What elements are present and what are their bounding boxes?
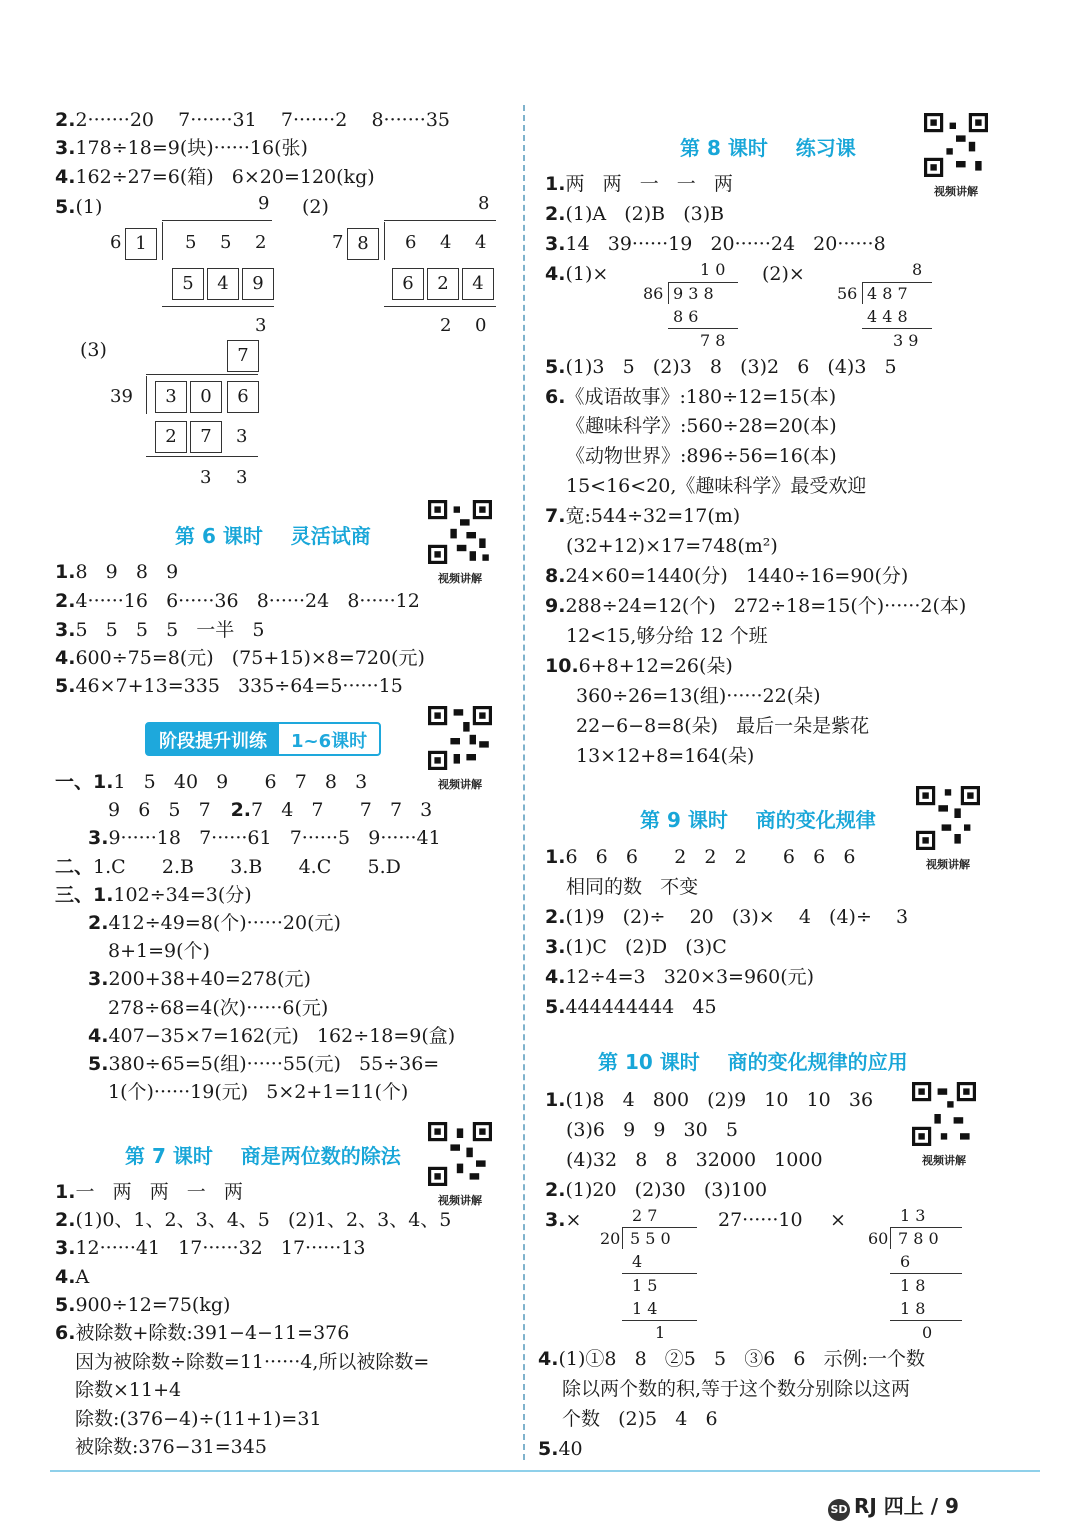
answer-line: 15<16<20,《趣味科学》最受欢迎 [566, 475, 867, 497]
answer-line: 2.(1)20 (2)30 (3)100 [545, 1179, 768, 1201]
answer-line: 2.412÷49=8(个)······20(元) [88, 912, 341, 934]
answer-line: 22−6−8=8(朵) 最后一朵是紫花 [576, 715, 870, 737]
answer-line: 5.(1) [55, 196, 103, 218]
answer-line: 1.一 两 两 一 两 [55, 1181, 243, 1203]
answer-line: 2.(1)0、1、2、3、4、5 (2)1、2、3、4、5 [55, 1209, 452, 1231]
answer-line: 1.8 9 8 9 [55, 561, 179, 583]
answer-line: 5.380÷65=5(组)······55(元) 55÷36= [88, 1053, 440, 1075]
answer-line: 《趣味科学》:560÷28=20(本) [566, 415, 837, 437]
answer-line: 1.6 6 6 2 2 2 6 6 6 [545, 846, 856, 868]
qr-label: 视频讲解 [438, 572, 482, 585]
answer-line: (4)32 8 8 32000 1000 [566, 1149, 823, 1171]
qr-label: 视频讲解 [922, 1154, 966, 1167]
answer-line: 4.600÷75=8(元) (75+15)×8=720(元) [55, 647, 425, 669]
answer-line: 6.被除数+除数:391−4−11=376 [55, 1322, 350, 1344]
qr-label: 视频讲解 [934, 185, 978, 198]
qr-code-icon[interactable] [428, 500, 492, 564]
footer-rule [50, 1470, 1040, 1472]
answer-line: 3.200+38+40=278(元) [88, 968, 311, 990]
answer-line: 除数:(376−4)÷(11+1)=31 [75, 1408, 322, 1430]
page-footer [828, 1490, 959, 1521]
answer-line: 13×12+8=164(朵) [576, 745, 755, 767]
answer-line: 1.两 两 一 一 两 [545, 173, 733, 195]
lesson-10-title: 第 10 课时 商的变化规律的应用 [598, 1050, 908, 1074]
qr-label: 视频讲解 [438, 1194, 482, 1207]
answer-line: 因为被除数÷除数=11······4,所以被除数= [75, 1351, 430, 1373]
answer-line: 除以两个数的积,等于这个数分别除以这两 [562, 1378, 911, 1400]
column-divider [523, 105, 525, 1460]
answer-line: 7.宽:544÷32=17(m) [545, 505, 741, 527]
answer-line: 2.2·······20 7·······31 7·······2 8·······35 [55, 109, 451, 131]
answer-line: 8+1=9(个) [108, 940, 210, 962]
answer-line: 个数 (2)5 4 6 [562, 1408, 718, 1430]
answer-line: 2.(1)9 (2)÷ 20 (3)× 4 (4)÷ 3 [545, 906, 909, 928]
answer-line: 2.4······16 6······36 8······24 8······12 [55, 590, 420, 612]
answer-line: 4.(1)①8 8 ②5 5 ③6 6 示例:一个数 [538, 1348, 926, 1370]
answer-line: 3.12······41 17······32 17······13 [55, 1237, 366, 1259]
answer-line: 4.407−35×7=162(元) 162÷18=9(盒) [88, 1025, 456, 1047]
lesson-7-title: 第 7 课时 商是两位数的除法 [125, 1144, 401, 1168]
qr-code-icon[interactable] [428, 1122, 492, 1186]
answer-line: (2) [302, 196, 329, 218]
qr-label: 视频讲解 [438, 778, 482, 791]
page-number: RJ 四上 / 9 [854, 1494, 959, 1518]
answer-line: 5.(1)3 5 (2)3 8 (3)2 6 (4)3 5 [545, 356, 897, 378]
publisher-logo-icon: SD [828, 1499, 850, 1521]
qr-code-icon[interactable] [916, 786, 980, 850]
answer-line: 3.5 5 5 5 一半 5 [55, 619, 265, 641]
answer-line: (32+12)×17=748(m²) [566, 535, 778, 557]
answer-line: 相同的数 不变 [566, 876, 699, 898]
answer-line: 《动物世界》:896÷56=16(本) [566, 445, 837, 467]
answer-line: 被除数:376−31=345 [75, 1436, 267, 1458]
answer-line: 6.《成语故事》:180÷12=15(本) [545, 386, 837, 408]
answer-line: 三、1.102÷34=3(分) [55, 884, 252, 906]
answer-line: 8.24×60=1440(分) 1440÷16=90(分) [545, 565, 909, 587]
answer-line: 3.14 39······19 20······24 20······8 [545, 233, 886, 255]
answer-line: 5.46×7+13=335 335÷64=5······15 [55, 675, 403, 697]
answer-line: 3.(1)C (2)D (3)C [545, 936, 727, 958]
answer-line: 3.× [545, 1209, 582, 1231]
answer-line: 二、1.C 2.B 3.B 4.C 5.D [55, 856, 401, 878]
answer-line: 360÷26=13(组)······22(朵) [576, 685, 821, 707]
answer-line: 4.162÷27=6(箱) 6×20=120(kg) [55, 166, 375, 188]
answer-line: 27······10 [718, 1209, 803, 1231]
answer-line: 9.288÷24=12(个) 272÷18=15(个)······2(本) [545, 595, 967, 617]
answer-line: 4.12÷4=3 320×3=960(元) [545, 966, 815, 988]
lesson-6-title: 第 6 课时 灵活试商 [175, 524, 371, 548]
answer-line: 一、1.1 5 40 9 6 7 8 3 [55, 771, 368, 793]
qr-label: 视频讲解 [926, 858, 970, 871]
answer-line: 4.(1)× [545, 263, 609, 285]
qr-code-icon[interactable] [428, 706, 492, 770]
answer-line: (3)6 9 9 30 5 [566, 1119, 738, 1141]
lesson-9-title: 第 9 课时 商的变化规律 [640, 808, 876, 832]
answer-line: 10.6+8+12=26(朵) [545, 655, 733, 677]
qr-code-icon[interactable] [924, 113, 988, 177]
answer-line: 2.(1)A (2)B (3)B [545, 203, 725, 225]
answer-line: × [830, 1209, 846, 1231]
lesson-8-title: 第 8 课时 练习课 [680, 136, 856, 160]
answer-line: 5.40 [538, 1438, 583, 1460]
qr-code-icon[interactable] [912, 1082, 976, 1146]
answer-line: (2)× [762, 263, 805, 285]
stage-training-banner: 阶段提升训练 1~6课时 [145, 722, 381, 756]
answer-line: 1.(1)8 4 800 (2)9 10 10 36 [545, 1089, 874, 1111]
answer-line: 5.444444444 45 [545, 996, 717, 1018]
answer-line: 除数×11+4 [75, 1379, 182, 1401]
answer-line: 278÷68=4(次)······6(元) [108, 997, 329, 1019]
answer-line: 3.9······18 7······61 7······5 9······41 [88, 827, 441, 849]
answer-line: 4.A [55, 1266, 90, 1288]
answer-line: 1(个)······19(元) 5×2+1=11(个) [108, 1081, 409, 1103]
answer-line: 3.178÷18=9(块)······16(张) [55, 137, 308, 159]
answer-line: (3) [80, 339, 107, 361]
answer-line: 12<15,够分给 12 个班 [566, 625, 768, 647]
answer-line: 5.900÷12=75(kg) [55, 1294, 231, 1316]
answer-line: 9 6 5 7 2.7 4 7 7 7 3 [108, 799, 433, 821]
